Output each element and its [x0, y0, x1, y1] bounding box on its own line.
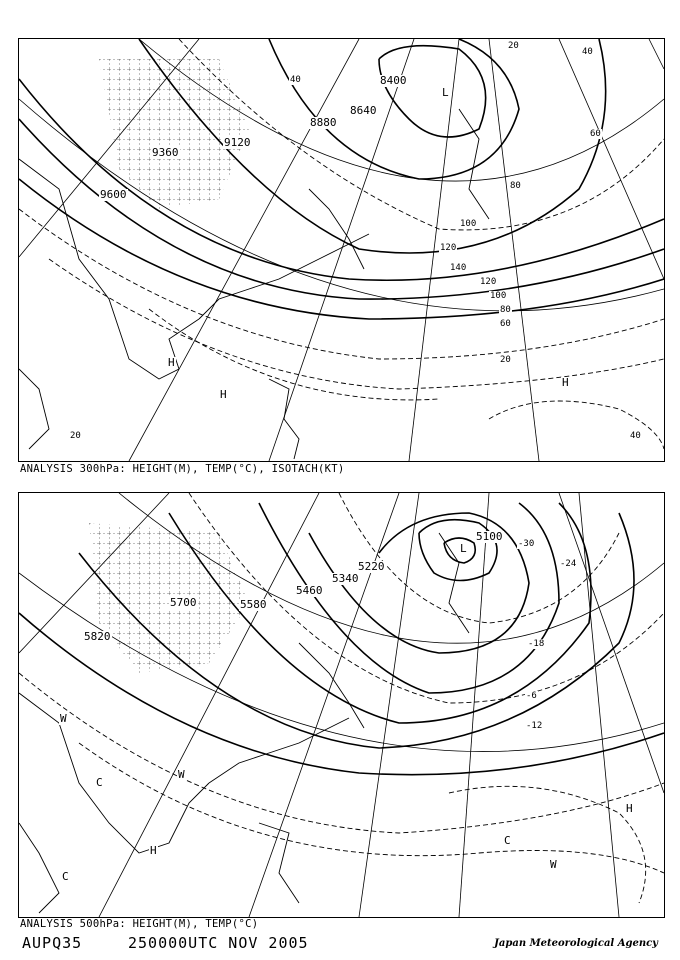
- isotherm-label: -18: [528, 639, 545, 649]
- height-label: 9120: [224, 136, 251, 149]
- cold-center: C: [504, 834, 511, 847]
- isotach-label: 60: [500, 319, 511, 329]
- cold-center: C: [96, 776, 103, 789]
- isotherm-label: -6: [526, 691, 537, 701]
- upper-panel-caption: ANALYSIS 300hPa: HEIGHT(M), TEMP(°C), ISOTACH(KT): [20, 463, 345, 475]
- warm-center: W: [550, 858, 557, 871]
- isotach-label: 140: [450, 263, 467, 273]
- high-pressure-center: H: [220, 388, 227, 401]
- upper-chart-panel: [18, 38, 665, 462]
- isotach-label: 100: [490, 291, 507, 301]
- height-label: 5580: [240, 598, 267, 611]
- height-label: 5100: [476, 530, 503, 543]
- height-label: 8400: [380, 74, 407, 87]
- isotach-label: 100: [460, 219, 477, 229]
- isotach-label: 60: [590, 129, 601, 139]
- high-pressure-center: H: [168, 356, 175, 369]
- upper-map-drawing: [19, 39, 664, 461]
- chart-id: AUPQ35: [22, 934, 83, 952]
- isotach-label: 40: [630, 431, 641, 441]
- height-label: 5340: [332, 572, 359, 585]
- isotach-label: 20: [500, 355, 511, 365]
- isotach-label: 20: [508, 41, 519, 51]
- agency-credit: Japan Meteorological Agency: [494, 938, 658, 949]
- low-pressure-center: L: [442, 86, 449, 99]
- coastline: [19, 109, 489, 459]
- hatched-region: [99, 59, 249, 209]
- lower-panel-caption: ANALYSIS 500hPa: HEIGHT(M), TEMP(°C): [20, 918, 259, 930]
- lower-chart-panel: [18, 492, 665, 918]
- valid-time: 250000UTC NOV 2005: [128, 934, 309, 952]
- high-pressure-center: H: [626, 802, 633, 815]
- isotach-label: 120: [440, 243, 457, 253]
- height-label: 5820: [84, 630, 111, 643]
- height-label: 8880: [310, 116, 337, 129]
- isotach-label: 80: [510, 181, 521, 191]
- isotach-label: 40: [582, 47, 593, 57]
- warm-center: W: [178, 768, 185, 781]
- high-pressure-center: H: [150, 844, 157, 857]
- lower-map-drawing: [19, 493, 664, 917]
- isotach-label: 40: [290, 75, 301, 85]
- height-label: 5220: [358, 560, 385, 573]
- high-pressure-center: H: [562, 376, 569, 389]
- warm-center: W: [60, 712, 67, 725]
- isotherm-label: -24: [560, 559, 577, 569]
- cold-center: C: [62, 870, 69, 883]
- height-label: 5460: [296, 584, 323, 597]
- height-label: 9360: [152, 146, 179, 159]
- isotach-label: 80: [500, 305, 511, 315]
- isotach-label: 20: [70, 431, 81, 441]
- isotherm-label: -30: [518, 539, 535, 549]
- height-label: 5700: [170, 596, 197, 609]
- height-label: 8640: [350, 104, 377, 117]
- isotach-label: 120: [480, 277, 497, 287]
- low-pressure-center: L: [460, 542, 467, 555]
- height-label: 9600: [100, 188, 127, 201]
- isotherm-label: -12: [526, 721, 543, 731]
